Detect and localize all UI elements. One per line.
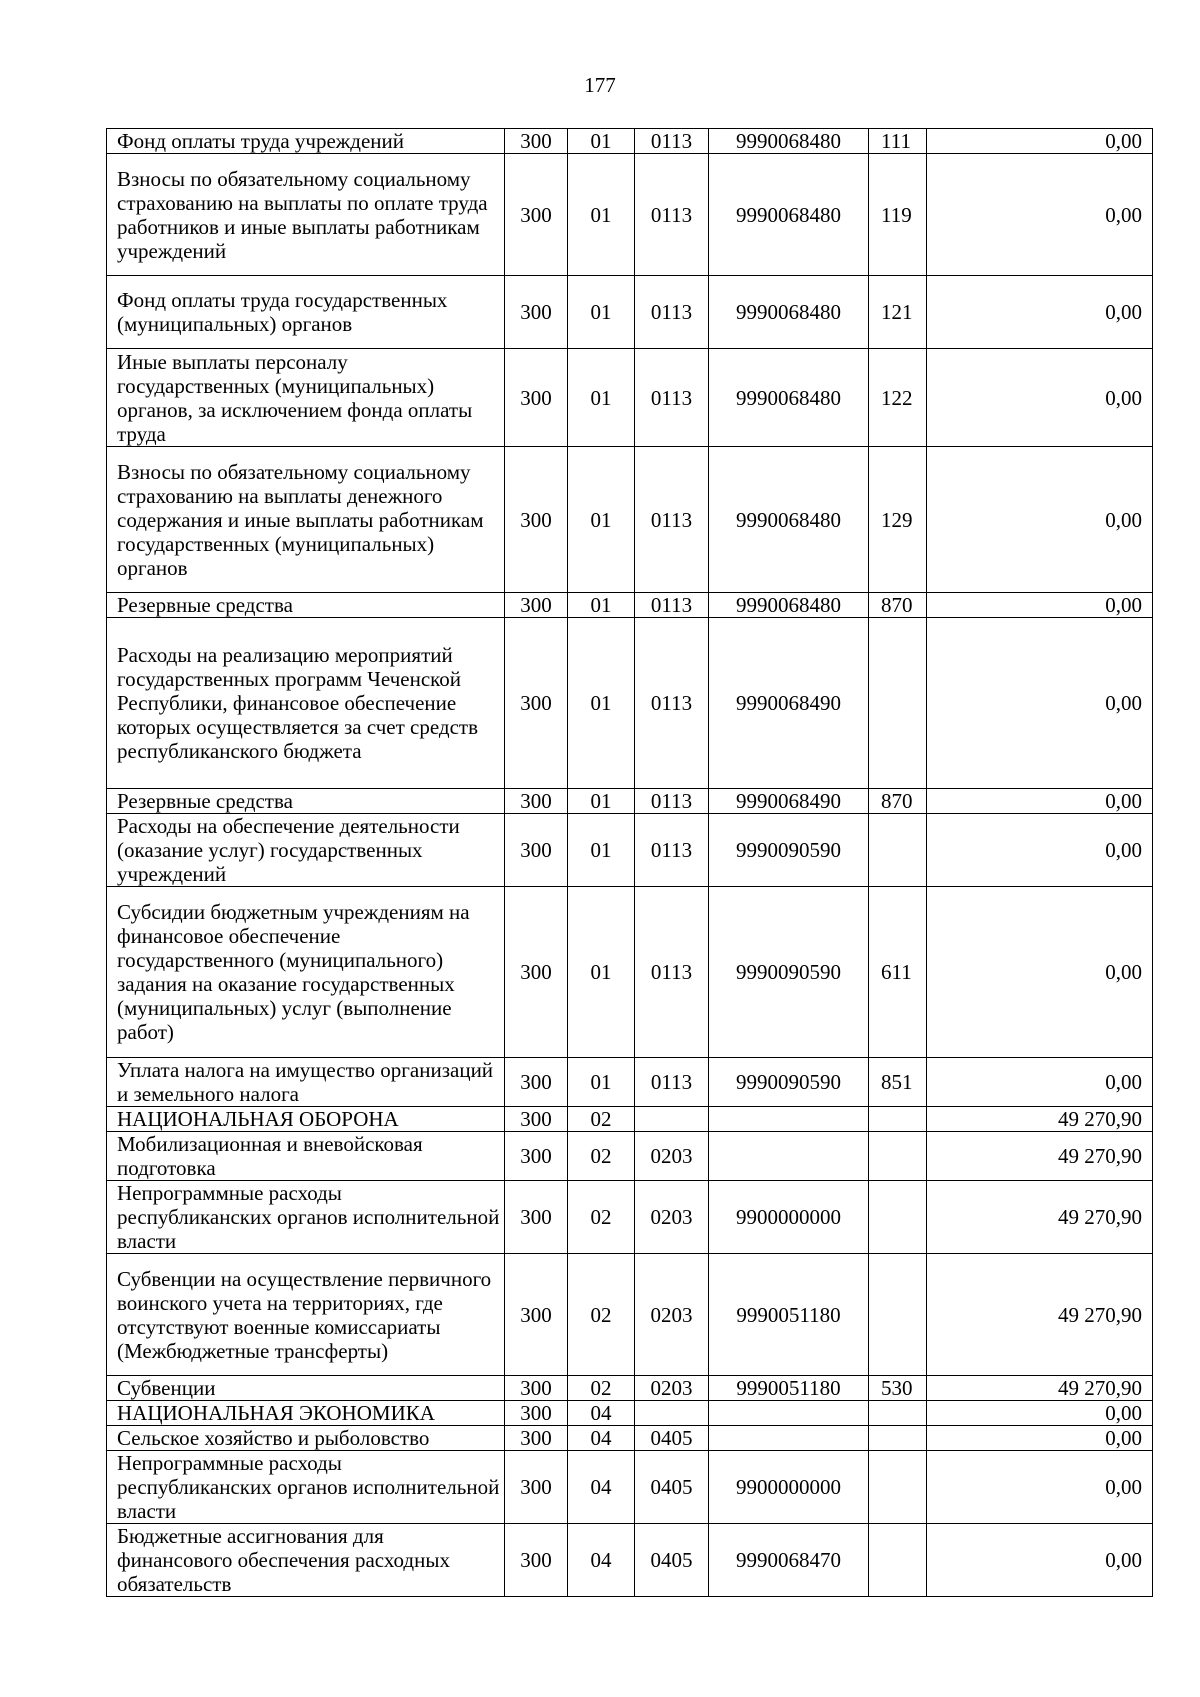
cell-target-article: 9990068480: [709, 349, 869, 447]
cell-section-code: 04: [568, 1401, 635, 1426]
cell-section-code: 02: [568, 1107, 635, 1132]
table-row: [107, 1107, 1153, 1132]
cell-name: Мобилизационная и вневойсковая подготовка: [107, 1132, 505, 1181]
cell-section-code: 02: [568, 1376, 635, 1401]
cell-expense-type: [869, 1107, 927, 1132]
cell-name: Взносы по обязательному социальному страхованию на выплаты денежного содержания и иные выплаты работникам государственных (муниципальных) органов: [107, 447, 505, 593]
cell-name: НАЦИОНАЛЬНАЯ ОБОРОНА: [107, 1107, 505, 1132]
cell-subsection-code: 0203: [635, 1254, 709, 1376]
cell-amount: 0,00: [927, 1451, 1153, 1524]
cell-target-article: 9990068480: [709, 154, 869, 276]
cell-expense-type: 111: [869, 129, 927, 154]
cell-section-code: 01: [568, 276, 635, 349]
cell-target-article: 9990068490: [709, 789, 869, 814]
cell-subsection-code: 0405: [635, 1524, 709, 1597]
cell-amount: 0,00: [927, 789, 1153, 814]
cell-target-article: 9900000000: [709, 1181, 869, 1254]
cell-department-code: 300: [505, 349, 568, 447]
cell-department-code: 300: [505, 1132, 568, 1181]
cell-name: Субвенции: [107, 1376, 505, 1401]
cell-department-code: 300: [505, 814, 568, 887]
cell-section-code: 01: [568, 154, 635, 276]
budget-table: [106, 128, 1153, 1597]
cell-amount: 49 270,90: [927, 1376, 1153, 1401]
cell-section-code: 02: [568, 1132, 635, 1181]
cell-subsection-code: 0203: [635, 1376, 709, 1401]
cell-name: Резервные средства: [107, 789, 505, 814]
table-row: [107, 1058, 1153, 1107]
cell-name: Расходы на обеспечение деятельности (оказание услуг) государственных учреждений: [107, 814, 505, 887]
cell-name: Иные выплаты персоналу государственных (муниципальных) органов, за исключением фонда оплаты труда: [107, 349, 505, 447]
cell-amount: 0,00: [927, 349, 1153, 447]
table-row: [107, 1132, 1153, 1181]
cell-section-code: 01: [568, 349, 635, 447]
table-row: [107, 1254, 1153, 1376]
cell-target-article: 9990090590: [709, 887, 869, 1058]
cell-name: Расходы на реализацию мероприятий государственных программ Чеченской Республики, финансовое обеспечение которых осуществляется за счет средств республиканского бюджета: [107, 618, 505, 789]
cell-amount: 49 270,90: [927, 1107, 1153, 1132]
table-row: [107, 1451, 1153, 1524]
cell-expense-type: 530: [869, 1376, 927, 1401]
page-number: 177: [584, 73, 616, 97]
cell-name: Субсидии бюджетным учреждениям на финансовое обеспечение государственного (муниципального) задания на оказание государственных (муниципальных) услуг (выполнение работ): [107, 887, 505, 1058]
cell-expense-type: 119: [869, 154, 927, 276]
cell-name: Уплата налога на имущество организаций и земельного налога: [107, 1058, 505, 1107]
cell-amount: 0,00: [927, 1524, 1153, 1597]
cell-amount: 0,00: [927, 1401, 1153, 1426]
cell-expense-type: [869, 1451, 927, 1524]
cell-name: Фонд оплаты труда учреждений: [107, 129, 505, 154]
cell-expense-type: [869, 1524, 927, 1597]
cell-target-article: 9990068470: [709, 1524, 869, 1597]
table-row: [107, 276, 1153, 349]
cell-expense-type: [869, 1181, 927, 1254]
cell-department-code: 300: [505, 154, 568, 276]
cell-department-code: 300: [505, 276, 568, 349]
cell-target-article: [709, 1426, 869, 1451]
table-row: [107, 1181, 1153, 1254]
cell-amount: 0,00: [927, 447, 1153, 593]
cell-department-code: 300: [505, 887, 568, 1058]
cell-amount: 49 270,90: [927, 1254, 1153, 1376]
table-row: [107, 1401, 1153, 1426]
cell-name: Взносы по обязательному социальному страхованию на выплаты по оплате труда работников и иные выплаты работникам учреждений: [107, 154, 505, 276]
cell-name: Непрограммные расходы республиканских органов исполнительной власти: [107, 1451, 505, 1524]
cell-section-code: 02: [568, 1181, 635, 1254]
cell-department-code: 300: [505, 129, 568, 154]
cell-expense-type: 129: [869, 447, 927, 593]
cell-department-code: 300: [505, 1401, 568, 1426]
cell-amount: 0,00: [927, 1426, 1153, 1451]
cell-subsection-code: 0113: [635, 618, 709, 789]
cell-subsection-code: 0113: [635, 1058, 709, 1107]
cell-subsection-code: 0113: [635, 593, 709, 618]
table-row: [107, 1426, 1153, 1451]
cell-expense-type: [869, 1401, 927, 1426]
cell-target-article: 9990090590: [709, 1058, 869, 1107]
cell-department-code: 300: [505, 1181, 568, 1254]
table-row: [107, 154, 1153, 276]
cell-department-code: 300: [505, 618, 568, 789]
cell-amount: 49 270,90: [927, 1132, 1153, 1181]
table-row: [107, 593, 1153, 618]
cell-name: Субвенции на осуществление первичного воинского учета на территориях, где отсутствуют военные комиссариаты (Межбюджетные трансферты): [107, 1254, 505, 1376]
cell-target-article: 9990068480: [709, 447, 869, 593]
cell-subsection-code: 0113: [635, 276, 709, 349]
cell-section-code: 04: [568, 1451, 635, 1524]
cell-target-article: 9990090590: [709, 814, 869, 887]
cell-department-code: 300: [505, 1254, 568, 1376]
cell-subsection-code: 0113: [635, 814, 709, 887]
cell-name: Фонд оплаты труда государственных (муниципальных) органов: [107, 276, 505, 349]
cell-department-code: 300: [505, 593, 568, 618]
cell-amount: 0,00: [927, 593, 1153, 618]
cell-amount: 0,00: [927, 129, 1153, 154]
table-row: [107, 349, 1153, 447]
cell-department-code: 300: [505, 1107, 568, 1132]
cell-subsection-code: 0113: [635, 129, 709, 154]
cell-department-code: 300: [505, 1524, 568, 1597]
cell-expense-type: 121: [869, 276, 927, 349]
cell-name: Бюджетные ассигнования для финансового обеспечения расходных обязательств: [107, 1524, 505, 1597]
cell-target-article: 9900000000: [709, 1451, 869, 1524]
table-row: [107, 1524, 1153, 1597]
cell-target-article: 9990068480: [709, 276, 869, 349]
cell-section-code: 04: [568, 1524, 635, 1597]
cell-name: Непрограммные расходы республиканских органов исполнительной власти: [107, 1181, 505, 1254]
cell-name: НАЦИОНАЛЬНАЯ ЭКОНОМИКА: [107, 1401, 505, 1426]
cell-section-code: 01: [568, 1058, 635, 1107]
cell-amount: 0,00: [927, 1058, 1153, 1107]
cell-target-article: 9990068490: [709, 618, 869, 789]
cell-expense-type: [869, 1132, 927, 1181]
table-row: [107, 887, 1153, 1058]
cell-name: Резервные средства: [107, 593, 505, 618]
cell-section-code: 01: [568, 887, 635, 1058]
cell-section-code: 01: [568, 447, 635, 593]
cell-amount: 0,00: [927, 814, 1153, 887]
budget-table-body: [107, 129, 1153, 1597]
cell-subsection-code: 0113: [635, 447, 709, 593]
cell-section-code: 01: [568, 814, 635, 887]
cell-amount: 0,00: [927, 154, 1153, 276]
table-row: [107, 618, 1153, 789]
cell-subsection-code: 0405: [635, 1451, 709, 1524]
cell-subsection-code: 0203: [635, 1132, 709, 1181]
cell-target-article: [709, 1107, 869, 1132]
cell-subsection-code: [635, 1401, 709, 1426]
cell-department-code: 300: [505, 1451, 568, 1524]
cell-target-article: 9990051180: [709, 1254, 869, 1376]
cell-expense-type: 122: [869, 349, 927, 447]
cell-department-code: 300: [505, 1376, 568, 1401]
cell-amount: 0,00: [927, 276, 1153, 349]
cell-expense-type: [869, 618, 927, 789]
cell-expense-type: 870: [869, 593, 927, 618]
table-row: [107, 129, 1153, 154]
cell-subsection-code: 0113: [635, 154, 709, 276]
cell-department-code: 300: [505, 447, 568, 593]
cell-department-code: 300: [505, 1058, 568, 1107]
cell-amount: 49 270,90: [927, 1181, 1153, 1254]
cell-amount: 0,00: [927, 887, 1153, 1058]
cell-amount: 0,00: [927, 618, 1153, 789]
cell-subsection-code: 0203: [635, 1181, 709, 1254]
cell-section-code: 02: [568, 1254, 635, 1376]
cell-subsection-code: 0113: [635, 349, 709, 447]
cell-department-code: 300: [505, 1426, 568, 1451]
cell-target-article: 9990068480: [709, 593, 869, 618]
cell-subsection-code: [635, 1107, 709, 1132]
cell-section-code: 04: [568, 1426, 635, 1451]
cell-expense-type: 851: [869, 1058, 927, 1107]
cell-target-article: [709, 1132, 869, 1181]
cell-subsection-code: 0113: [635, 789, 709, 814]
cell-target-article: 9990068480: [709, 129, 869, 154]
cell-section-code: 01: [568, 593, 635, 618]
cell-target-article: [709, 1401, 869, 1426]
cell-expense-type: [869, 1254, 927, 1376]
cell-subsection-code: 0405: [635, 1426, 709, 1451]
cell-section-code: 01: [568, 789, 635, 814]
cell-target-article: 9990051180: [709, 1376, 869, 1401]
cell-section-code: 01: [568, 618, 635, 789]
table-row: [107, 447, 1153, 593]
cell-name: Сельское хозяйство и рыболовство: [107, 1426, 505, 1451]
cell-department-code: 300: [505, 789, 568, 814]
cell-expense-type: 870: [869, 789, 927, 814]
table-row: [107, 1376, 1153, 1401]
table-row: [107, 814, 1153, 887]
cell-subsection-code: 0113: [635, 887, 709, 1058]
cell-expense-type: [869, 814, 927, 887]
cell-section-code: 01: [568, 129, 635, 154]
cell-expense-type: [869, 1426, 927, 1451]
table-row: [107, 789, 1153, 814]
cell-expense-type: 611: [869, 887, 927, 1058]
